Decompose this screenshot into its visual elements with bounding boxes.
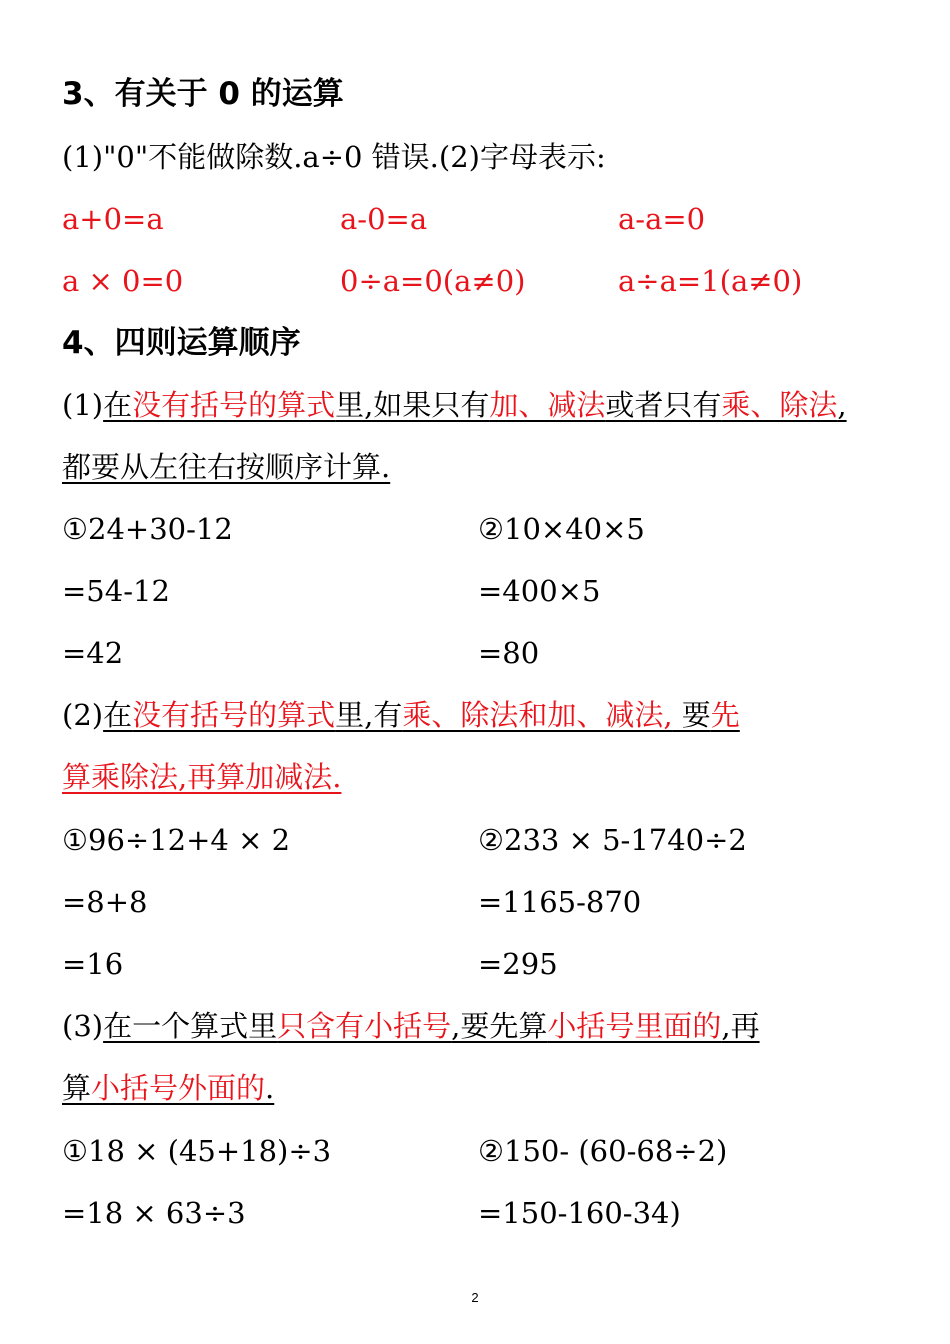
rule1-text: 在没有括号的算式里,如果只有加、减法或者只有乘、除法, xyxy=(103,388,847,422)
page-number: 2 xyxy=(471,1290,479,1305)
section3-intro: (1)"0"不能做除数.a÷0 错误.(2)字母表示: xyxy=(62,140,606,174)
example2-right-step3: =295 xyxy=(478,947,558,981)
example3-right-step2: =150-160-34) xyxy=(478,1196,681,1230)
rule3-line1 xyxy=(62,1006,760,1046)
example2-right-step2: =1165-870 xyxy=(478,885,642,919)
rule3-number: (3) xyxy=(62,1009,104,1043)
rule2-text: 在没有括号的算式里,有乘、除法和加、减法, 要先 xyxy=(103,698,740,732)
rule3-text: 在一个算式里只含有小括号,要先算小括号里面的,再 xyxy=(103,1009,760,1043)
formula-a-div-a: a÷a=1(a≠0) xyxy=(618,264,803,298)
example1-left-step1: ①24+30-12 xyxy=(62,512,233,546)
formula-0-div-a: 0÷a=0(a≠0) xyxy=(340,264,526,298)
formula-a-times-0: a × 0=0 xyxy=(62,264,184,298)
rule1-line1 xyxy=(62,385,847,425)
example1-left-step2: =54-12 xyxy=(62,574,170,608)
example3-right-step1: ②150- (60-68÷2) xyxy=(478,1134,728,1168)
example2-right-step1: ②233 × 5-1740÷2 xyxy=(478,823,747,857)
rule3-line2: 算小括号外面的. xyxy=(62,1071,275,1105)
example1-left-step3: =42 xyxy=(62,636,124,670)
example1-right-step2: =400×5 xyxy=(478,574,601,608)
section3-heading: 3、有关于 0 的运算 xyxy=(62,76,344,112)
rule1-line2: 都要从左往右按顺序计算. xyxy=(62,450,391,484)
rule2-number: (2) xyxy=(62,698,104,732)
formula-a-minus-0: a-0=a xyxy=(340,202,428,236)
example1-right-step1: ②10×40×5 xyxy=(478,512,645,546)
rule2-line1 xyxy=(62,695,740,735)
example3-left-step1: ①18 × (45+18)÷3 xyxy=(62,1134,332,1168)
rule2-line2: 算乘除法,再算加减法. xyxy=(62,760,342,794)
formula-a-minus-a: a-a=0 xyxy=(618,202,706,236)
rule1-number: (1) xyxy=(62,388,104,422)
formula-a-plus-0: a+0=a xyxy=(62,202,164,236)
example2-left-step1: ①96÷12+4 × 2 xyxy=(62,823,291,857)
section4-heading: 4、四则运算顺序 xyxy=(62,325,301,361)
example1-right-step3: =80 xyxy=(478,636,540,670)
example2-left-step3: =16 xyxy=(62,947,124,981)
example2-left-step2: =8+8 xyxy=(62,885,148,919)
example3-left-step2: =18 × 63÷3 xyxy=(62,1196,246,1230)
